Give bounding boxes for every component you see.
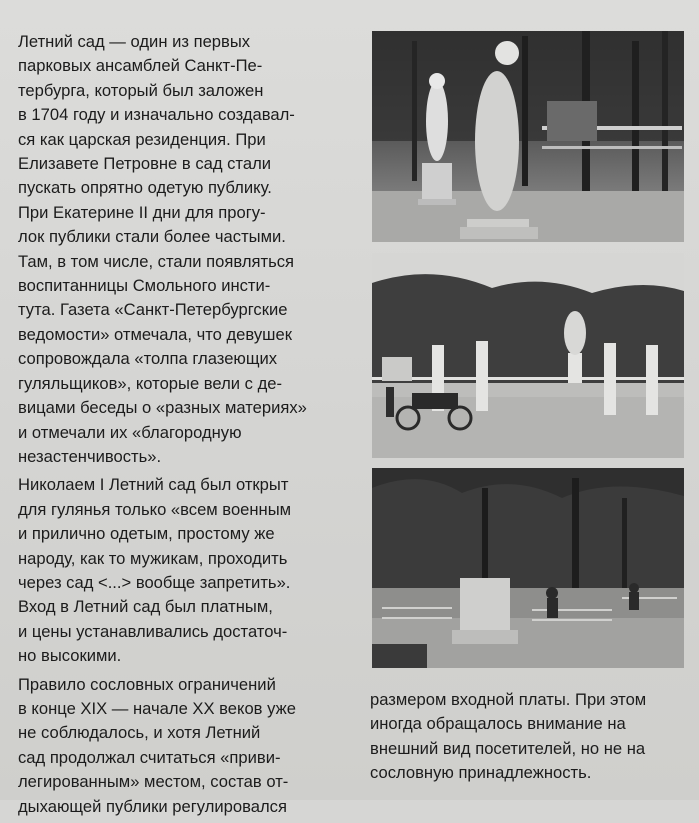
text-line: Елизавете Петровне в сад стали xyxy=(18,154,272,174)
text-line: воспитанницы Смольного инсти- xyxy=(18,276,271,296)
text-line: гуляльщиков», которые вели с де- xyxy=(18,373,283,393)
text-line: лок публики стали более частыми. xyxy=(18,227,286,247)
text-line: Вход в Летний сад был платным, xyxy=(18,597,273,617)
text-line: народу, как то мужикам, проходить xyxy=(18,548,288,568)
text-line: и отмечали их «благородную xyxy=(18,422,242,442)
text-line: легированным» местом, состав от- xyxy=(18,772,289,792)
paragraph-2 xyxy=(18,473,348,668)
text-line: и цены устанавливались достаточ- xyxy=(18,621,288,641)
text-line: иногда обращалось внимание на xyxy=(370,714,626,734)
text-line: через сад <...> вообще запретить». xyxy=(18,572,291,592)
text-line: но высокими. xyxy=(18,646,122,666)
text-line: пускать опрятно одетую публику. xyxy=(18,178,272,198)
paragraph-1 xyxy=(18,30,348,469)
text-line: парковых ансамблей Санкт-Пе- xyxy=(18,56,263,76)
text-line: сад продолжал считаться «приви- xyxy=(18,747,281,767)
text-line: сопровождала «толпа глазеющих xyxy=(18,349,278,369)
text-line: Там, в том числе, стали появляться xyxy=(18,251,295,271)
text-line: размером входной платы. При этом xyxy=(370,690,647,709)
photo-garden-alley-with-benches xyxy=(372,468,684,668)
text-line: сословную принадлежность. xyxy=(370,763,592,783)
text-line: тербурга, который был заложен xyxy=(18,80,264,100)
text-line: Николаем I Летний сад был открыт xyxy=(18,475,289,495)
paragraph-3 xyxy=(18,673,348,819)
right-text-column xyxy=(370,688,690,786)
text-line: в 1704 году и изначально создавал- xyxy=(18,105,295,125)
photo-statues-in-garden xyxy=(372,31,684,242)
text-line: вицами беседы о «разных материях» xyxy=(18,398,307,418)
text-line: Летний сад — один из первых xyxy=(18,32,251,51)
text-line: ся как царская резиденция. При xyxy=(18,129,266,149)
text-line: в конце XIX — начале XX веков уже xyxy=(18,698,296,718)
text-line: дыхающей публики регулировался xyxy=(18,796,287,816)
text-line: тута. Газета «Санкт-Петербургские xyxy=(18,300,288,320)
text-line: При Екатерине II дни для прогу- xyxy=(18,202,266,222)
text-line: ведомости» отмечала, что девушек xyxy=(18,324,292,344)
text-line: внешний вид посетителей, но не на xyxy=(370,738,646,758)
text-line: незастенчивость». xyxy=(18,446,162,466)
text-line: Правило сословных ограничений xyxy=(18,674,276,694)
text-line: и прилично одетым, простому же xyxy=(18,524,275,544)
photo-garden-gate-with-carriage xyxy=(372,253,684,458)
left-text-column xyxy=(18,30,348,823)
text-line: не соблюдалось, и хотя Летний xyxy=(18,723,261,743)
text-line: для гулянья только «всем военным xyxy=(18,499,292,519)
